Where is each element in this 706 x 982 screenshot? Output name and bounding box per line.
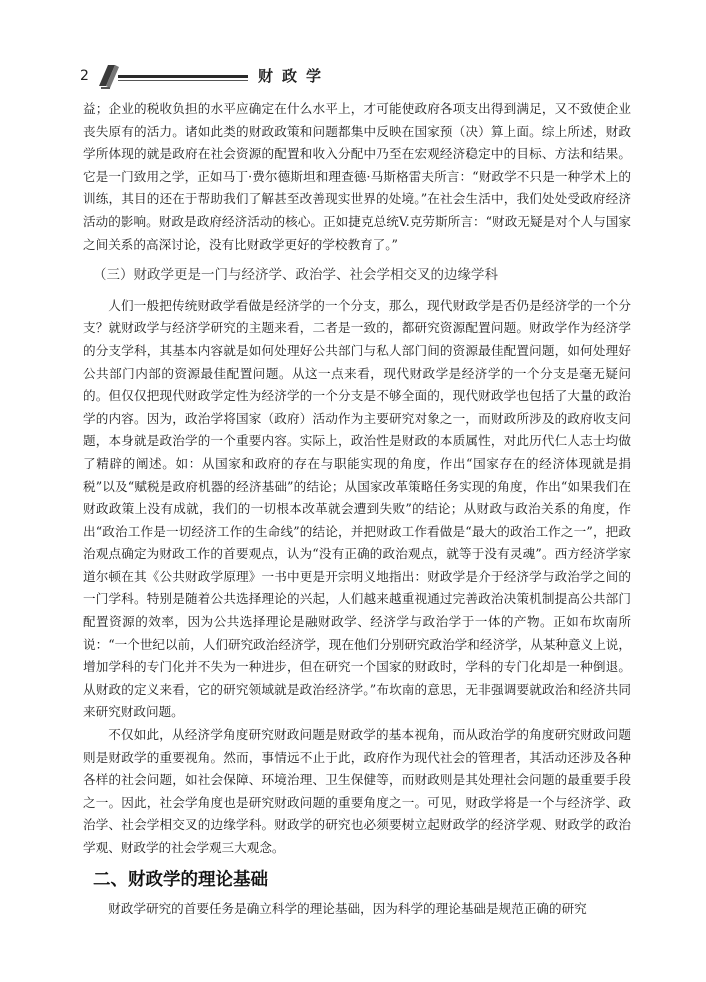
page-body [83, 98, 631, 920]
section-heading-3: （三）财政学更是一门与经济学、政治学、社会学相交叉的边缘学科 [93, 267, 498, 284]
header-rule [118, 75, 248, 78]
page-number: 2 [80, 68, 89, 84]
page-header [0, 64, 706, 94]
header-rule-thin [118, 80, 248, 81]
paragraph: 不仅如此，从经济学角度研究财政问题是财政学的基本视角，而从政治学的角度研究财政问题则是财政学的重要视角。然而，事情远不止于此，政府作为现代社会的管理者，其活动还涉及各种各样的社会问题，如社会保障、环境治理、卫生保健等，而财政则是其处理社会问题的最重要手段之一。因此，社会学角度也是研究财政问题的重要角度之一。可见，财政学将是一个与经济学、政治学、社会学相交叉的边缘学科。财政学的研究也必须要树立起财政学的经济学观、财政学的政治学观、财政学的社会学观三大观念。 [83, 727, 631, 855]
paragraph-continued: 益；企业的税收负担的水平应确定在什么水平上，才可能使政府各项支出得到满足，又不致使企业丧失原有的活力。诸如此类的财政政策和问题都集中反映在国家预（决）算上面。综上所述，财政学所体现的就是政府在社会资源的配置和收入分配中乃至在宏观经济稳定中的目标、方法和结果。它是一门致用之学，正如马丁·费尔德斯坦和理查德·马斯格雷夫所言：“财政学不只是一种学术上的训练，其目的还在于帮助我们了解甚至改善现实世界的处境。”在社会生活中，我们处处受政府经济活动的影响。财政是政府经济活动的核心。正如捷克总统V.克劳斯所言：“财政无疑是对个人与国家之间关系的高深讨论，没有比财政学更好的学校教育了。” [83, 101, 631, 252]
running-title: 财政学 [258, 67, 331, 85]
section-heading-2: 二、财政学的理论基础 [93, 869, 268, 890]
paragraph: 财政学研究的首要任务是确立科学的理论基础，因为科学的理论基础是规范正确的研究 [108, 900, 587, 916]
paragraph: 人们一般把传统财政学看做是经济学的一个分支，那么，现代财政学是否仍是经济学的一个分支？就财政学与经济学研究的主题来看，二者是一致的，都研究资源配置问题。财政学作为经济学的分支学科，其基本内容就是如何处理好公共部门与私人部门间的资源最佳配置问题，如何处理好公共部门内部的资源最佳配置问题。从这一点来看，现代财政学是经济学的一个分支是毫无疑问的。但仅仅把现代财政学定性为经济学的一个分支是不够全面的，现代财政学也包括了大量的政治学的内容。因为，政治学将国家（政府）活动作为主要研究对象之一，而财政所涉及的政府收支问题，本身就是政治学的一个重要内容。实际上，政治性是财政的本质属性，对此历代仁人志士均做了精辟的阐述。如：从国家和政府的存在与职能实现的角度，作出“国家存在的经济体现就是捐税”以及“赋税是政府机器的经济基础”的结论；从国家改革策略任务实现的角度，作出“如果我们在财政政策上没有成就，我们的一切根本改革就会遭到失败”的结论；从财政与政治关系的角度，作出“政治工作是一切经济工作的生命线”的结论，并把财政工作看做是“最大的政治工作之一”，把政治观点确定为财政工作的首要观点，认为“没有正确的政治观点，就等于没有灵魂”。西方经济学家道尔顿在其《公共财政学原理》一书中更是开宗明义地指出：财政学是介于经济学与政治学之间的一门学科。特别是随着公共选择理论的兴起，人们越来越重视通过完善政治决策机制提高公共部门配置资源的效率，因为公共选择理论是融财政学、经济学与政治学于一体的产物。正如布坎南所说：“一个世纪以前，人们研究政治经济学，现在他们分别研究政治学和经济学，从某种意义上说，增加学科的专门化并不失为一种进步，但在研究一个国家的财政时，学科的专门化却是一种倒退。从财政的定义来看，它的研究领域就是政治经济学。”布坎南的意思，无非强调要就政治和经济共同来研究财政问题。 [83, 297, 631, 720]
